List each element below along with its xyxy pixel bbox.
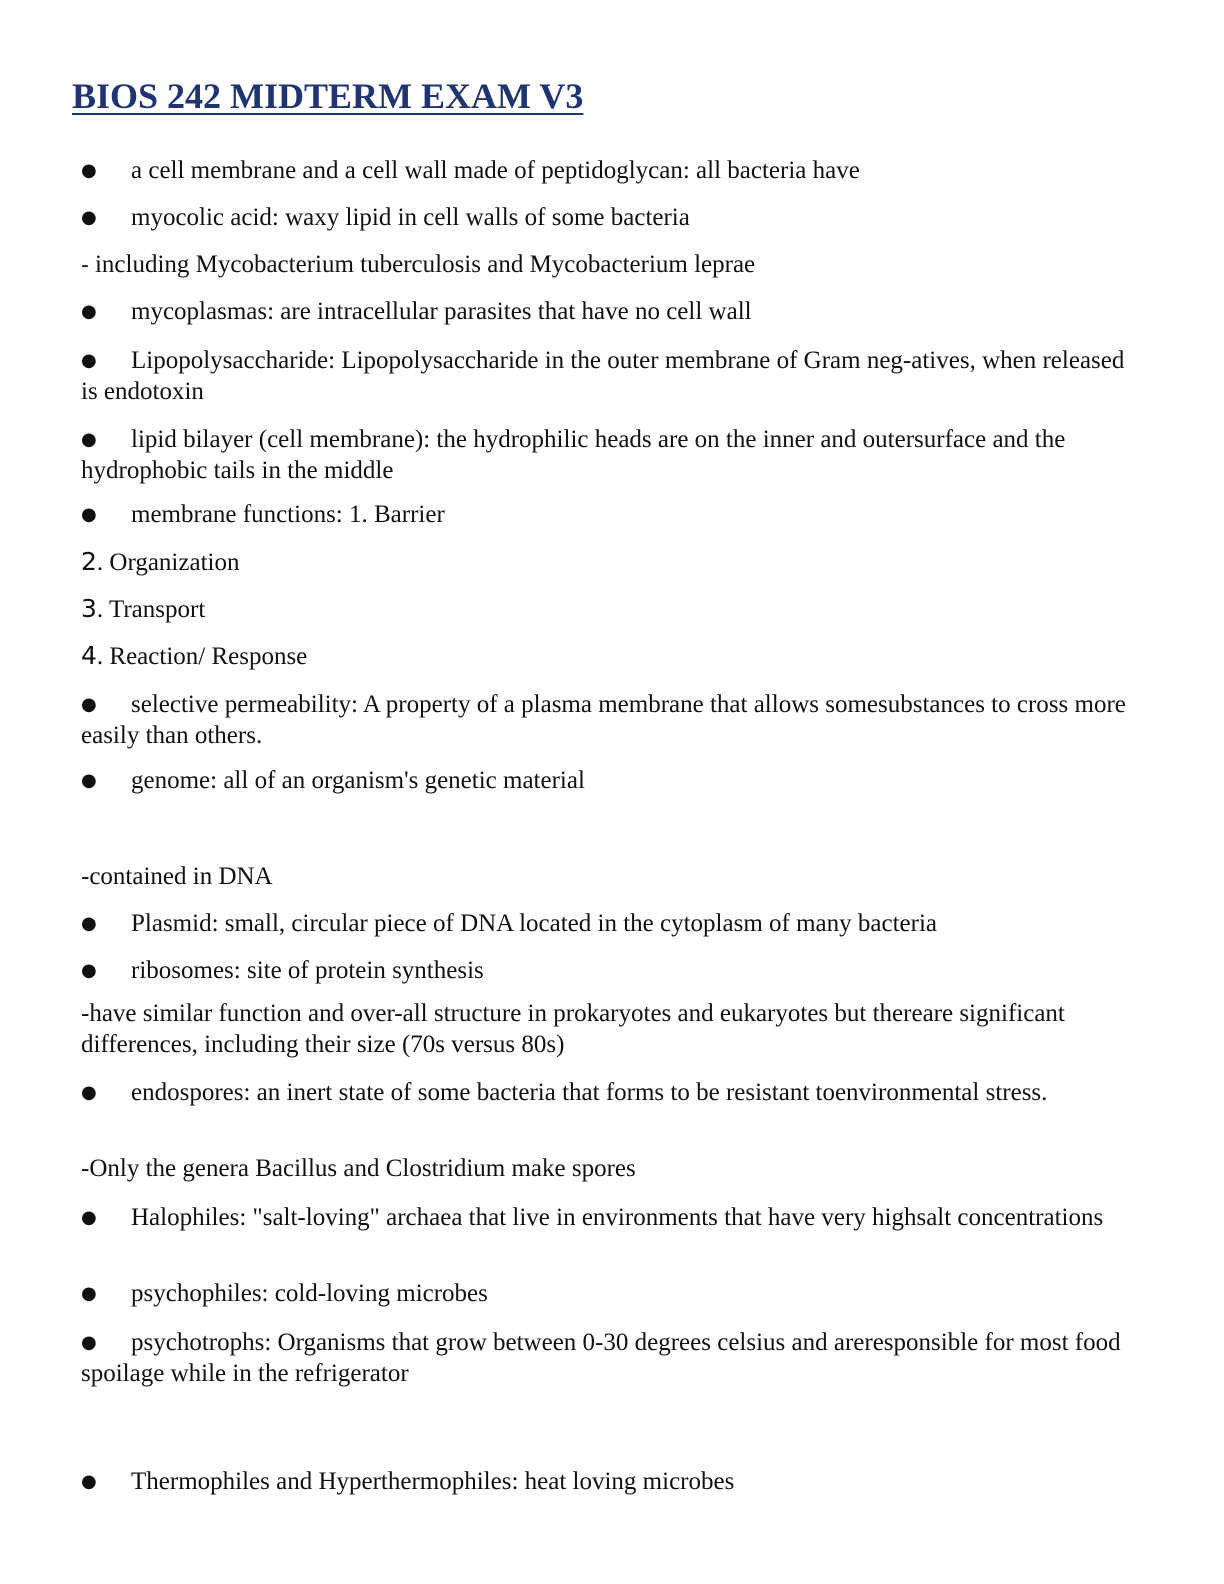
- bullet-icon: ●: [81, 350, 97, 371]
- sub-note-text: -contained in DNA: [81, 863, 273, 890]
- bullet-icon: ●: [81, 960, 97, 981]
- list-item-text: psychophiles: cold-loving microbes: [131, 1280, 488, 1307]
- bullet-icon: ●: [81, 770, 97, 791]
- list-item: [81, 499, 1141, 530]
- numbered-item-text: . Reaction/ Response: [96, 643, 308, 670]
- bullet-icon: ●: [81, 504, 97, 525]
- list-item-text: selective permeability: A property of a plasma membrane that allows somesubstances to cross more easily than others.: [81, 691, 1126, 749]
- list-item: [81, 1466, 1141, 1497]
- list-item: [81, 345, 1141, 407]
- list-item: [81, 202, 1141, 233]
- bullet-icon: ●: [81, 1283, 97, 1304]
- sub-note-text: -have similar function and over-all structure in prokaryotes and eukaryotes but thereare significant differences, including their size (70s versus 80s): [81, 1000, 1065, 1058]
- page-title: BIOS 242 MIDTERM EXAM V3: [72, 76, 584, 116]
- list-item-text: Lipopolysaccharide: Lipopolysaccharide in the outer membrane of Gram neg-atives, when released is endotoxin: [81, 347, 1125, 405]
- list-item-text: a cell membrane and a cell wall made of peptidoglycan: all bacteria have: [131, 157, 860, 184]
- list-item-text: Thermophiles and Hyperthermophiles: heat loving microbes: [131, 1468, 735, 1495]
- bullet-icon: ●: [81, 1082, 97, 1103]
- bullet-icon: ●: [81, 913, 97, 934]
- item-number: 3: [81, 594, 97, 623]
- list-item: [81, 424, 1141, 486]
- list-item: [81, 689, 1141, 751]
- list-item: [81, 908, 1141, 939]
- list-item: [81, 155, 1141, 186]
- bullet-icon: ●: [81, 1207, 97, 1228]
- sub-note: [81, 861, 1141, 892]
- list-item-text: mycoplasmas: are intracellular parasites that have no cell wall: [131, 298, 752, 325]
- list-item: [81, 1202, 1141, 1233]
- list-item: [81, 1278, 1141, 1309]
- item-number: 2: [81, 547, 97, 576]
- sub-note: [81, 998, 1141, 1060]
- list-item-text: endospores: an inert state of some bacteria that forms to be resistant toenvironmental stress.: [131, 1079, 1048, 1106]
- list-item-text: ribosomes: site of protein synthesis: [131, 957, 484, 984]
- numbered-item-text: . Transport: [96, 596, 206, 623]
- list-item-text: membrane functions: 1. Barrier: [131, 501, 445, 528]
- list-item-text: psychotrophs: Organisms that grow between 0-30 degrees celsius and areresponsible for most food spoilage while in the refrigerator: [81, 1329, 1121, 1387]
- bullet-icon: ●: [81, 301, 97, 322]
- list-item-text: Halophiles: "salt-loving" archaea that live in environments that have very highsalt concentrations: [131, 1204, 1104, 1231]
- list-item: [81, 1327, 1141, 1389]
- bullet-icon: ●: [81, 694, 97, 715]
- numbered-item: [81, 640, 1141, 672]
- list-item: [81, 296, 1141, 327]
- list-item-text: Plasmid: small, circular piece of DNA located in the cytoplasm of many bacteria: [131, 910, 937, 937]
- list-item: [81, 1077, 1141, 1108]
- bullet-icon: ●: [81, 1332, 97, 1353]
- item-number: 4: [81, 641, 97, 670]
- list-item-text: myocolic acid: waxy lipid in cell walls of some bacteria: [131, 204, 690, 231]
- bullet-icon: ●: [81, 1471, 97, 1492]
- bullet-icon: ●: [81, 160, 97, 181]
- list-item: [81, 955, 1141, 986]
- list-item-text: lipid bilayer (cell membrane): the hydrophilic heads are on the inner and outersurface and the hydrophobic tails in the middle: [81, 426, 1066, 484]
- bullet-icon: ●: [81, 429, 97, 450]
- sub-note-text: including Mycobacterium tuberculosis and Mycobacterium leprae: [94, 251, 756, 278]
- numbered-item: [81, 546, 1141, 578]
- list-item-text: genome: all of an organism's genetic material: [131, 767, 585, 794]
- numbered-item-text: . Organization: [96, 549, 240, 576]
- numbered-item: [81, 593, 1141, 625]
- bullet-icon: ●: [81, 207, 97, 228]
- dash-marker: -: [81, 253, 89, 278]
- sub-note: [81, 249, 1141, 281]
- list-item: [81, 765, 1141, 796]
- sub-note-text: -Only the genera Bacillus and Clostridium make spores: [81, 1155, 636, 1182]
- sub-note: [81, 1153, 1141, 1184]
